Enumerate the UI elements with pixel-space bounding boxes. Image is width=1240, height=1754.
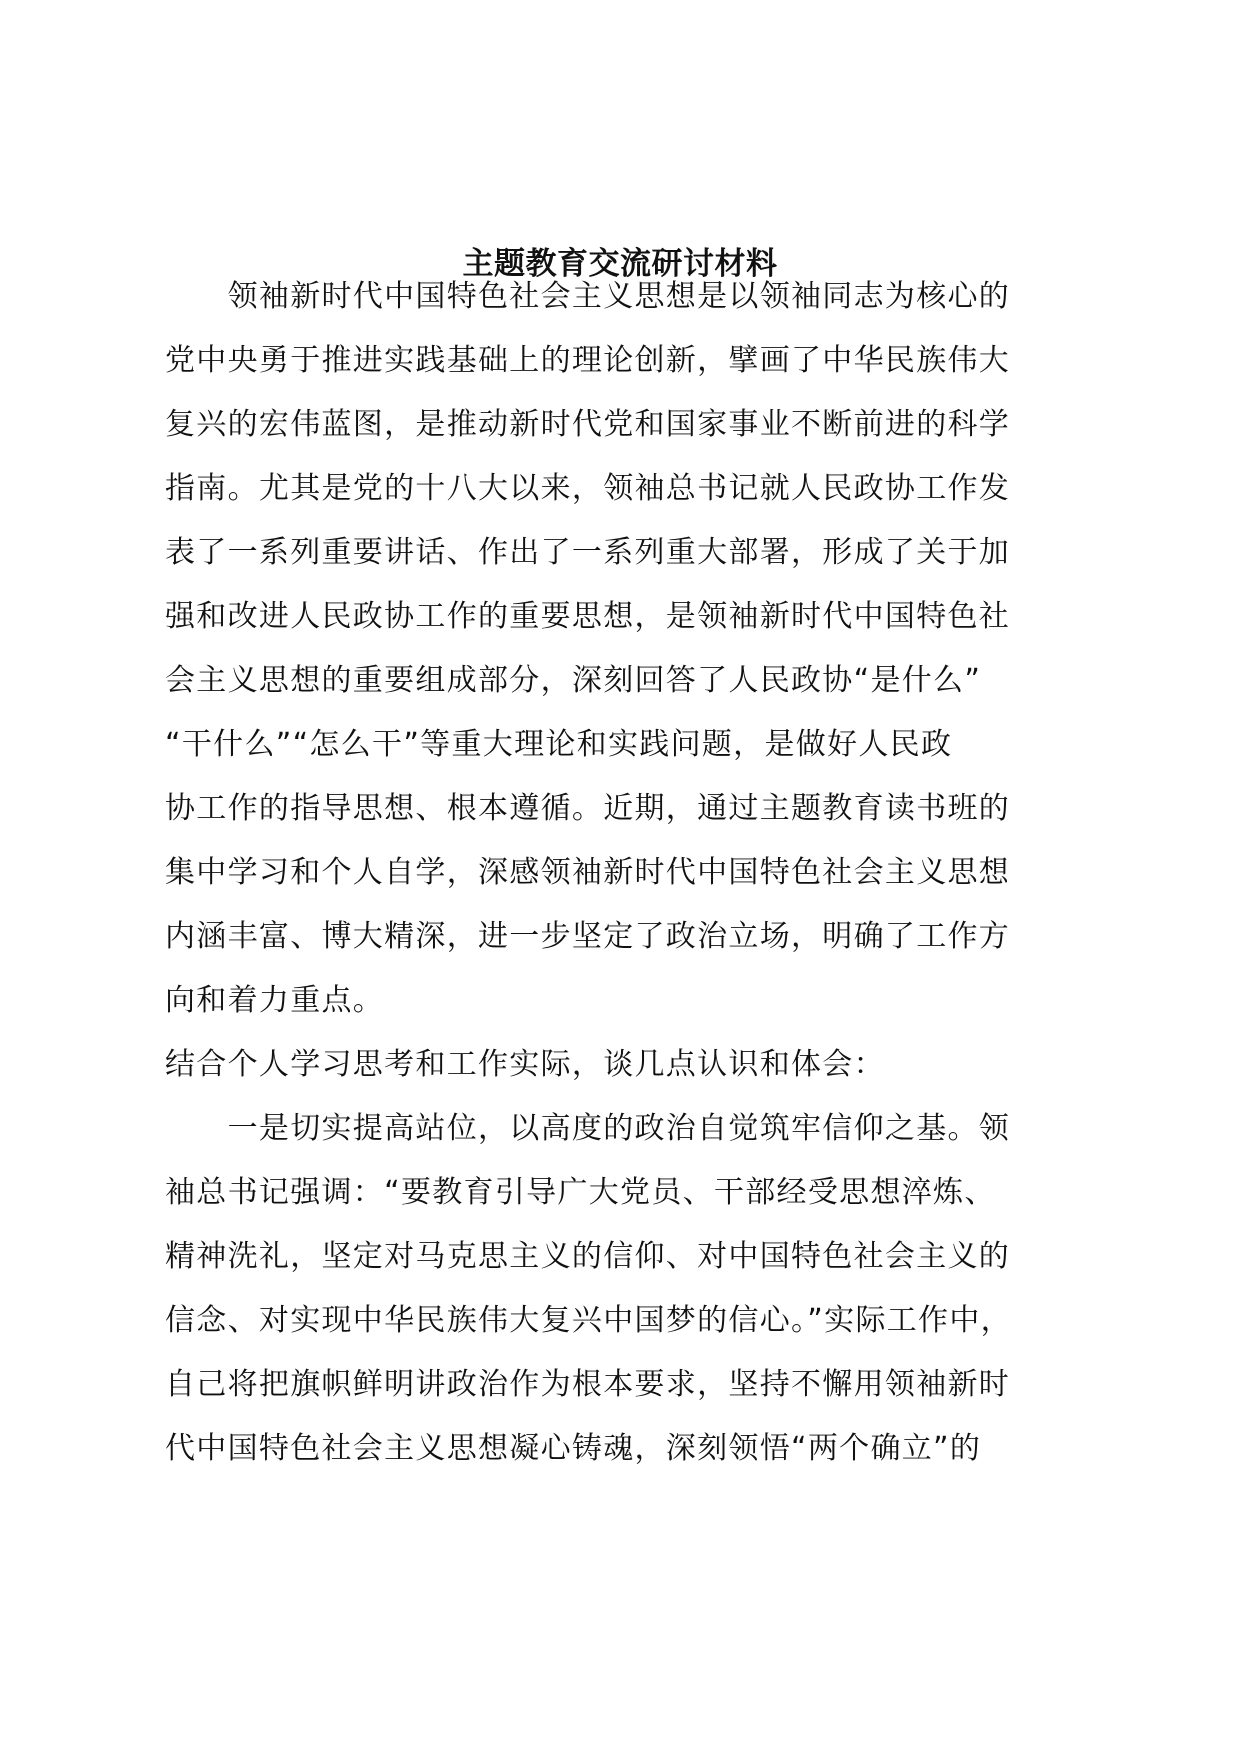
body-line: 复兴的宏伟蓝图，是推动新时代党和国家事业不断前进的科学 [165,407,1011,442]
body-line: 内涵丰富、博大精深，进一步坚定了政治立场，明确了工作方 [165,919,1011,954]
body-line: 表了一系列重要讲话、作出了一系列重大部署，形成了关于加 [165,535,1011,570]
body-line: 精神洗礼，坚定对马克思主义的信仰、对中国特色社会主义的 [165,1239,1011,1274]
body-line: 代中国特色社会主义思想凝心铸魂，深刻领悟“两个确立”的 [165,1431,982,1466]
body-line: 强和改进人民政协工作的重要思想，是领袖新时代中国特色社 [165,599,1011,634]
body-line: 党中央勇于推进实践基础上的理论创新，擘画了中华民族伟大 [165,343,1011,378]
body-line: 协工作的指导思想、根本遵循。近期，通过主题教育读书班的 [165,791,1011,826]
body-line: 集中学习和个人自学，深感领袖新时代中国特色社会主义思想 [165,855,1011,890]
body-line: 会主义思想的重要组成部分，深刻回答了人民政协“是什么” [165,663,982,698]
body-line: 一是切实提高站位，以高度的政治自觉筑牢信仰之基。领 [165,1111,1011,1146]
body-line: 自己将把旗帜鲜明讲政治作为根本要求，坚持不懈用领袖新时 [165,1367,1011,1402]
document-title: 主题教育交流研讨材料 [462,246,778,282]
body-line: 信念、对实现中华民族伟大复兴中国梦的信心。”实际工作中， [165,1303,1012,1338]
body-line: 袖总书记强调：“要教育引导广大党员、干部经受思想淬炼、 [165,1175,996,1210]
body-line: “干什么”“怎么干”等重大理论和实践问题，是做好人民政 [165,727,953,762]
body-line: 向和着力重点。 [165,983,385,1018]
body-line: 结合个人学习思考和工作实际，谈几点认识和体会： [165,1047,885,1082]
body-line: 领袖新时代中国特色社会主义思想是以领袖同志为核心的 [165,279,1011,314]
body-line: 指南。尤其是党的十八大以来，领袖总书记就人民政协工作发 [165,471,1011,506]
